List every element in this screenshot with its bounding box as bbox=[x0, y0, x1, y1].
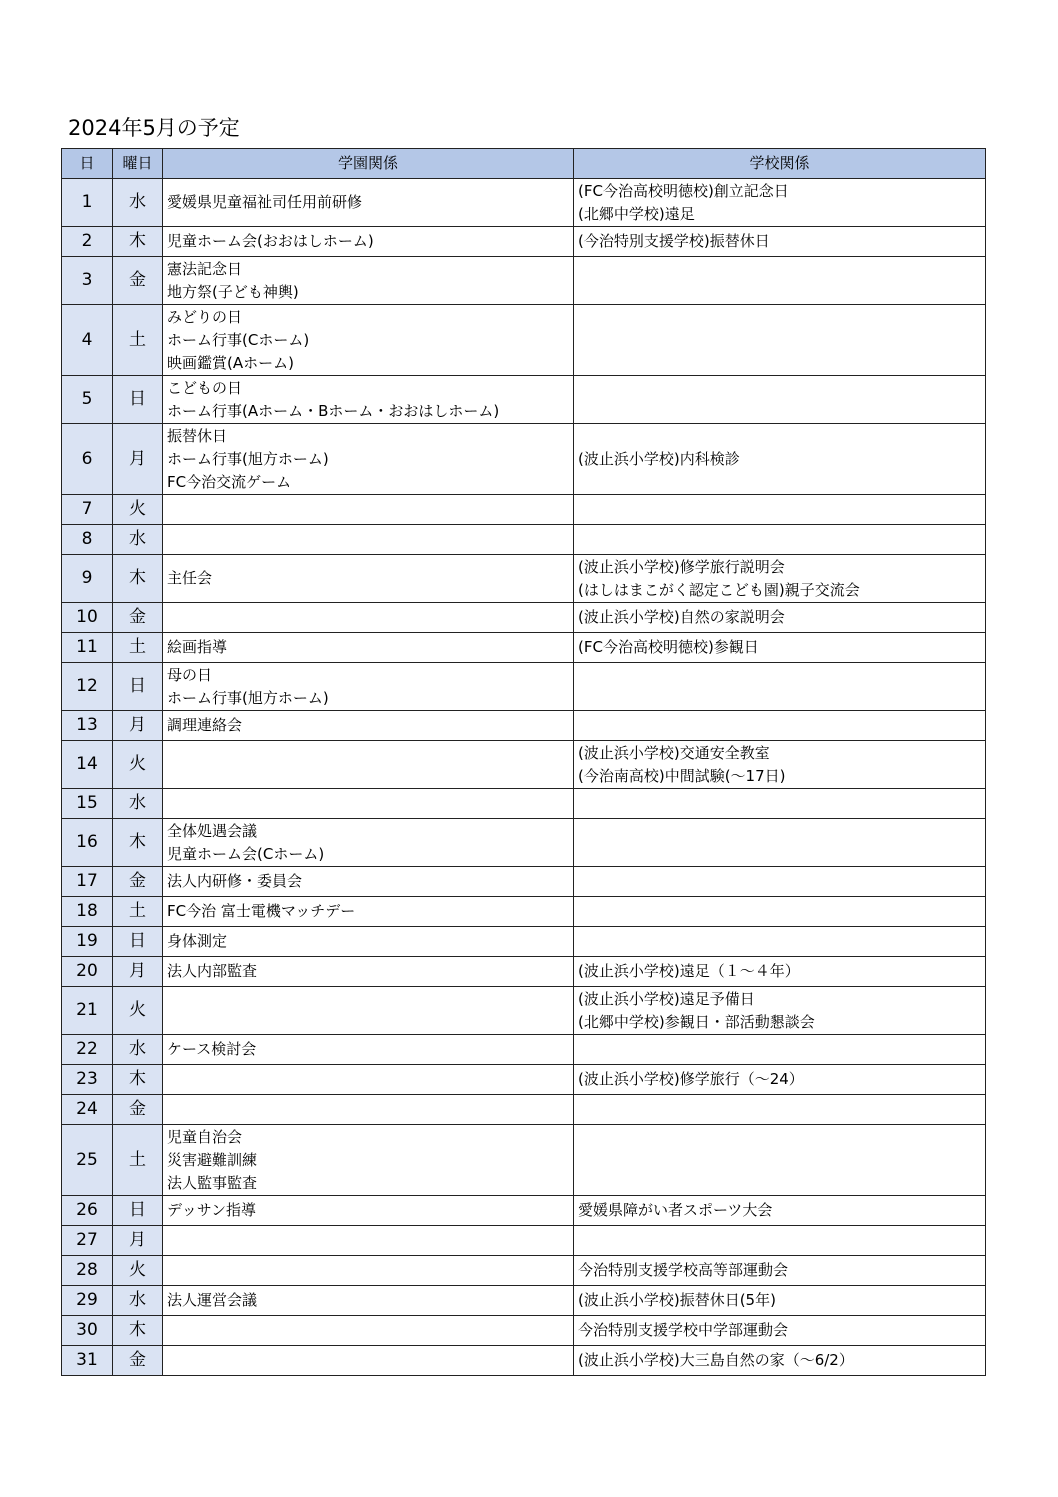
weekday-cell: 日 bbox=[113, 663, 163, 711]
gakuen-cell bbox=[163, 1346, 574, 1376]
gakko-cell bbox=[574, 1035, 986, 1065]
table-row bbox=[62, 987, 986, 1035]
gakuen-cell bbox=[163, 1316, 574, 1346]
gakuen-cell bbox=[163, 1095, 574, 1125]
weekday-cell: 水 bbox=[113, 525, 163, 555]
day-cell: 2 bbox=[62, 227, 113, 257]
gakuen-cell bbox=[163, 376, 574, 424]
schedule-body bbox=[62, 179, 986, 1376]
gakko-cell bbox=[574, 495, 986, 525]
day-cell: 17 bbox=[62, 867, 113, 897]
table-row bbox=[62, 227, 986, 257]
day-cell: 22 bbox=[62, 1035, 113, 1065]
table-row bbox=[62, 663, 986, 711]
table-row bbox=[62, 1226, 986, 1256]
weekday-cell: 火 bbox=[113, 987, 163, 1035]
gakuen-cell bbox=[163, 257, 574, 305]
day-cell: 5 bbox=[62, 376, 113, 424]
weekday-cell: 日 bbox=[113, 376, 163, 424]
day-cell: 4 bbox=[62, 305, 113, 376]
gakko-event: 今治特別支援学校中学部運動会 bbox=[578, 1321, 789, 1339]
header-row bbox=[62, 149, 986, 179]
day-cell: 14 bbox=[62, 741, 113, 789]
weekday-cell: 水 bbox=[113, 789, 163, 819]
day-cell: 10 bbox=[62, 603, 113, 633]
day-cell: 21 bbox=[62, 987, 113, 1035]
day-cell: 29 bbox=[62, 1286, 113, 1316]
weekday-cell: 金 bbox=[113, 867, 163, 897]
gakko-cell bbox=[574, 819, 986, 867]
gakko-event: (波止浜小学校)交通安全教室 bbox=[578, 743, 770, 762]
header-day: 日 bbox=[62, 149, 113, 179]
gakko-cell bbox=[574, 1286, 986, 1316]
gakuen-event: 全体処遇会議 bbox=[167, 821, 258, 840]
day-cell: 13 bbox=[62, 711, 113, 741]
gakuen-cell bbox=[163, 1196, 574, 1226]
gakuen-event: 憲法記念日 bbox=[167, 259, 243, 278]
weekday-cell: 木 bbox=[113, 819, 163, 867]
table-row bbox=[62, 789, 986, 819]
gakko-cell bbox=[574, 1125, 986, 1196]
day-cell: 6 bbox=[62, 424, 113, 495]
weekday-cell: 月 bbox=[113, 711, 163, 741]
gakuen-cell bbox=[163, 424, 574, 495]
gakko-cell bbox=[574, 179, 986, 227]
weekday-cell: 金 bbox=[113, 257, 163, 305]
gakuen-event: 振替休日 bbox=[167, 426, 228, 445]
gakko-event: (波止浜小学校)自然の家説明会 bbox=[578, 608, 785, 626]
gakuen-cell bbox=[163, 305, 574, 376]
gakuen-cell bbox=[163, 555, 574, 603]
day-cell: 8 bbox=[62, 525, 113, 555]
header-gakko: 学校関係 bbox=[574, 149, 986, 179]
table-row bbox=[62, 927, 986, 957]
gakko-event: 今治特別支援学校高等部運動会 bbox=[578, 1261, 789, 1279]
gakuen-cell bbox=[163, 633, 574, 663]
gakko-event: (今治南高校)中間試験(～17日) bbox=[578, 766, 786, 785]
gakuen-event: デッサン指導 bbox=[167, 1201, 256, 1219]
gakko-event: (波止浜小学校)内科検診 bbox=[578, 449, 740, 468]
gakuen-event: 児童ホーム会(おおはしホーム) bbox=[167, 232, 374, 250]
table-row bbox=[62, 897, 986, 927]
gakko-cell bbox=[574, 1316, 986, 1346]
gakko-cell bbox=[574, 1196, 986, 1226]
weekday-cell: 土 bbox=[113, 305, 163, 376]
weekday-cell: 木 bbox=[113, 1065, 163, 1095]
gakuen-event: 法人監事監査 bbox=[167, 1173, 258, 1192]
gakuen-cell bbox=[163, 1256, 574, 1286]
weekday-cell: 月 bbox=[113, 424, 163, 495]
day-cell: 19 bbox=[62, 927, 113, 957]
day-cell: 3 bbox=[62, 257, 113, 305]
gakko-event: (波止浜小学校)大三島自然の家（～6/2） bbox=[578, 1351, 854, 1369]
gakko-event: (はしはまこがく認定こども園)親子交流会 bbox=[578, 580, 860, 599]
gakko-event: (今治特別支援学校)振替休日 bbox=[578, 232, 770, 250]
day-cell: 24 bbox=[62, 1095, 113, 1125]
table-row bbox=[62, 1035, 986, 1065]
table-row bbox=[62, 1286, 986, 1316]
gakko-cell bbox=[574, 663, 986, 711]
day-cell: 7 bbox=[62, 495, 113, 525]
gakuen-event: 調理連絡会 bbox=[167, 716, 243, 734]
gakuen-event: FC今治 富士電機マッチデー bbox=[167, 902, 356, 920]
weekday-cell: 火 bbox=[113, 495, 163, 525]
gakko-cell bbox=[574, 789, 986, 819]
table-row bbox=[62, 257, 986, 305]
table-row bbox=[62, 1095, 986, 1125]
gakuen-event: 映画鑑賞(Aホーム) bbox=[167, 353, 294, 372]
gakko-cell bbox=[574, 555, 986, 603]
table-row bbox=[62, 376, 986, 424]
gakuen-cell bbox=[163, 819, 574, 867]
day-cell: 30 bbox=[62, 1316, 113, 1346]
gakuen-cell bbox=[163, 1035, 574, 1065]
gakko-event: (FC今治高校明徳校)創立記念日 bbox=[578, 181, 789, 200]
table-row bbox=[62, 957, 986, 987]
day-cell: 18 bbox=[62, 897, 113, 927]
gakuen-cell bbox=[163, 957, 574, 987]
header-gakuen: 学園関係 bbox=[163, 149, 574, 179]
weekday-cell: 火 bbox=[113, 1256, 163, 1286]
schedule-table bbox=[61, 148, 986, 1376]
gakko-cell bbox=[574, 1095, 986, 1125]
gakuen-cell bbox=[163, 663, 574, 711]
gakko-event: (北郷中学校)参観日・部活動懇談会 bbox=[578, 1012, 815, 1031]
weekday-cell: 土 bbox=[113, 633, 163, 663]
gakko-event: (波止浜小学校)修学旅行（～24） bbox=[578, 1070, 804, 1088]
gakuen-cell bbox=[163, 1125, 574, 1196]
day-cell: 23 bbox=[62, 1065, 113, 1095]
gakko-cell bbox=[574, 424, 986, 495]
day-cell: 15 bbox=[62, 789, 113, 819]
gakko-cell bbox=[574, 711, 986, 741]
weekday-cell: 火 bbox=[113, 741, 163, 789]
table-row bbox=[62, 525, 986, 555]
weekday-cell: 木 bbox=[113, 227, 163, 257]
gakko-event: (北郷中学校)遠足 bbox=[578, 204, 695, 223]
gakuen-event: 母の日 bbox=[167, 665, 213, 684]
gakuen-event: こどもの日 bbox=[167, 378, 243, 397]
gakko-cell bbox=[574, 1226, 986, 1256]
table-row bbox=[62, 1256, 986, 1286]
gakuen-cell bbox=[163, 741, 574, 789]
gakuen-cell bbox=[163, 525, 574, 555]
day-cell: 9 bbox=[62, 555, 113, 603]
gakuen-cell bbox=[163, 603, 574, 633]
weekday-cell: 木 bbox=[113, 1316, 163, 1346]
weekday-cell: 月 bbox=[113, 957, 163, 987]
gakko-event: (波止浜小学校)遠足予備日 bbox=[578, 989, 755, 1008]
gakko-cell bbox=[574, 1346, 986, 1376]
gakuen-event: 地方祭(子ども神輿) bbox=[167, 282, 299, 301]
weekday-cell: 金 bbox=[113, 603, 163, 633]
gakko-cell bbox=[574, 633, 986, 663]
gakuen-event: 愛媛県児童福祉司任用前研修 bbox=[167, 193, 363, 211]
gakko-cell bbox=[574, 867, 986, 897]
table-row bbox=[62, 424, 986, 495]
weekday-cell: 水 bbox=[113, 1035, 163, 1065]
weekday-cell: 木 bbox=[113, 555, 163, 603]
day-cell: 11 bbox=[62, 633, 113, 663]
gakko-event: 愛媛県障がい者スポーツ大会 bbox=[578, 1201, 773, 1219]
table-row bbox=[62, 1196, 986, 1226]
weekday-cell: 金 bbox=[113, 1346, 163, 1376]
weekday-cell: 土 bbox=[113, 1125, 163, 1196]
day-cell: 16 bbox=[62, 819, 113, 867]
gakuen-cell bbox=[163, 987, 574, 1035]
day-cell: 28 bbox=[62, 1256, 113, 1286]
gakuen-event: ケース検討会 bbox=[167, 1040, 257, 1058]
weekday-cell: 月 bbox=[113, 1226, 163, 1256]
table-row bbox=[62, 305, 986, 376]
weekday-cell: 水 bbox=[113, 1286, 163, 1316]
gakko-cell bbox=[574, 603, 986, 633]
day-cell: 12 bbox=[62, 663, 113, 711]
day-cell: 25 bbox=[62, 1125, 113, 1196]
gakuen-cell bbox=[163, 1065, 574, 1095]
table-row bbox=[62, 819, 986, 867]
table-row bbox=[62, 1065, 986, 1095]
table-row bbox=[62, 711, 986, 741]
gakuen-event: ホーム行事(Aホーム・Bホーム・おおはしホーム) bbox=[167, 401, 500, 420]
gakko-cell bbox=[574, 227, 986, 257]
gakuen-cell bbox=[163, 711, 574, 741]
gakko-cell bbox=[574, 525, 986, 555]
day-cell: 31 bbox=[62, 1346, 113, 1376]
table-row bbox=[62, 603, 986, 633]
table-row bbox=[62, 1346, 986, 1376]
gakko-event: (波止浜小学校)修学旅行説明会 bbox=[578, 557, 785, 576]
gakuen-cell bbox=[163, 897, 574, 927]
gakko-cell bbox=[574, 957, 986, 987]
gakuen-cell bbox=[163, 1226, 574, 1256]
table-row bbox=[62, 867, 986, 897]
gakuen-event: 児童自治会 bbox=[167, 1127, 243, 1146]
gakuen-event: 児童ホーム会(Cホーム) bbox=[167, 844, 325, 863]
gakko-cell bbox=[574, 305, 986, 376]
gakko-cell bbox=[574, 741, 986, 789]
day-cell: 20 bbox=[62, 957, 113, 987]
gakuen-event: FC今治交流ゲーム bbox=[167, 472, 292, 491]
gakuen-cell bbox=[163, 867, 574, 897]
gakko-cell bbox=[574, 376, 986, 424]
gakuen-cell bbox=[163, 789, 574, 819]
day-cell: 27 bbox=[62, 1226, 113, 1256]
table-row bbox=[62, 179, 986, 227]
header-weekday: 曜日 bbox=[113, 149, 163, 179]
table-row bbox=[62, 741, 986, 789]
gakuen-event: 主任会 bbox=[167, 569, 213, 587]
gakuen-cell bbox=[163, 927, 574, 957]
day-cell: 1 bbox=[62, 179, 113, 227]
gakuen-cell bbox=[163, 495, 574, 525]
table-row bbox=[62, 495, 986, 525]
table-row bbox=[62, 633, 986, 663]
gakko-event: (波止浜小学校)振替休日(5年) bbox=[578, 1291, 776, 1309]
table-row bbox=[62, 555, 986, 603]
weekday-cell: 金 bbox=[113, 1095, 163, 1125]
gakuen-event: 法人運営会議 bbox=[167, 1291, 258, 1309]
table-row bbox=[62, 1316, 986, 1346]
gakuen-cell bbox=[163, 227, 574, 257]
gakko-cell bbox=[574, 897, 986, 927]
gakuen-event: ホーム行事(旭方ホーム) bbox=[167, 688, 329, 707]
table-row bbox=[62, 1125, 986, 1196]
gakko-event: (波止浜小学校)遠足（１～４年） bbox=[578, 962, 800, 980]
page-title: 2024年5月の予定 bbox=[68, 116, 240, 140]
day-cell: 26 bbox=[62, 1196, 113, 1226]
gakuen-event: 災害避難訓練 bbox=[167, 1150, 258, 1169]
gakko-event: (FC今治高校明徳校)参観日 bbox=[578, 638, 759, 656]
gakuen-event: ホーム行事(旭方ホーム) bbox=[167, 449, 329, 468]
gakuen-event: 法人内部監査 bbox=[167, 962, 258, 980]
gakuen-event: 身体測定 bbox=[167, 932, 228, 950]
gakuen-cell bbox=[163, 1286, 574, 1316]
weekday-cell: 水 bbox=[113, 179, 163, 227]
gakuen-cell bbox=[163, 179, 574, 227]
gakko-cell bbox=[574, 1065, 986, 1095]
gakko-cell bbox=[574, 1256, 986, 1286]
gakuen-event: ホーム行事(Cホーム) bbox=[167, 330, 310, 349]
gakuen-event: 法人内研修・委員会 bbox=[167, 872, 303, 890]
weekday-cell: 日 bbox=[113, 1196, 163, 1226]
weekday-cell: 土 bbox=[113, 897, 163, 927]
gakuen-event: 絵画指導 bbox=[167, 638, 228, 656]
gakko-cell bbox=[574, 927, 986, 957]
weekday-cell: 日 bbox=[113, 927, 163, 957]
gakuen-event: みどりの日 bbox=[167, 307, 243, 326]
gakko-cell bbox=[574, 987, 986, 1035]
gakko-cell bbox=[574, 257, 986, 305]
